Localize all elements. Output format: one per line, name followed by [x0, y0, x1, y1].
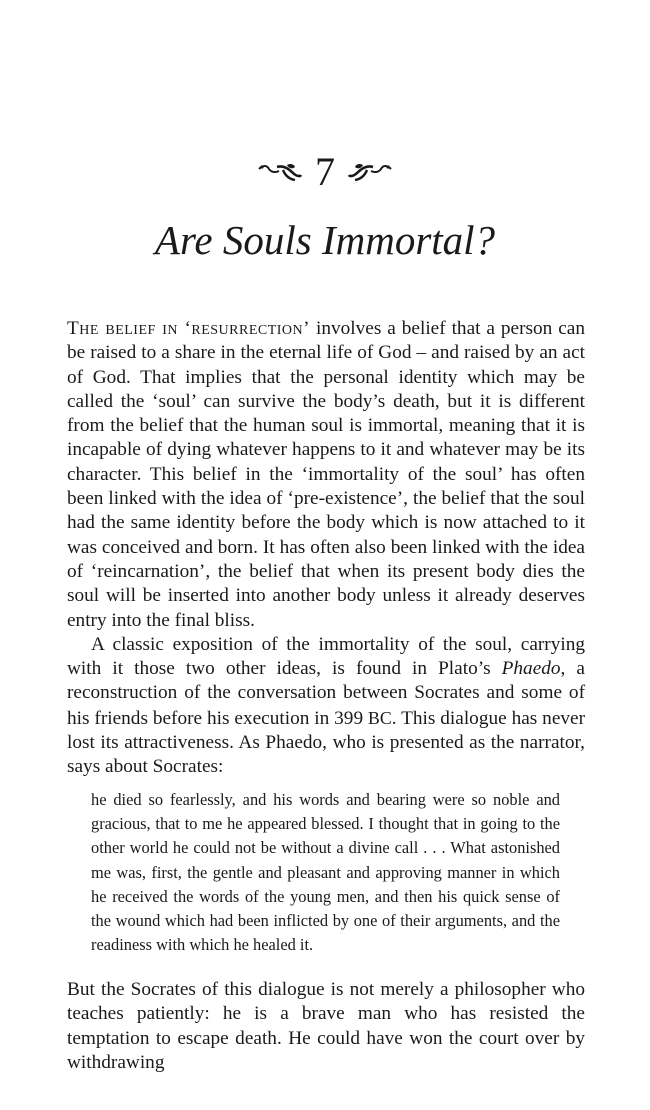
- floral-ornament-right-icon: [347, 161, 393, 183]
- body-text: [67, 317, 585, 780]
- chapter-number: 7: [315, 149, 335, 194]
- paragraph-2-text-a: A classic exposition of the immortality of the soul, carrying with it those two other ideas, is found in Plato’s: [67, 633, 585, 680]
- block-quote: [91, 788, 560, 957]
- paragraph-1: [67, 317, 585, 633]
- chapter-heading: [0, 149, 650, 194]
- paragraph-3: But the Socrates of this dialogue is not merely a philosopher who teaches patiently: he is a brave man who has resisted the temptation to escape death. He could have won the court over by withdrawing: [67, 979, 585, 1073]
- quote-text: he died so fearlessly, and his words and bearing were so noble and gracious, that to me he appeared blessed. I thought that in going to the other world he could not be without a divine call . . . What astonished me was, first, the gentle and pleasant and approving manner in which he received the words of the young men, and then his quick sense of the wound which had been inflicted by one of their arguments, and the readiness with which he healed it.: [91, 790, 560, 955]
- paragraph-1-text: involves a belief that a person can be raised to a share in the eternal life of God – and raised by an act of God. That implies that the personal identity which may be called the ‘soul’ can survive the body’s death, but it is different from the belief that the human soul is immortal, meaning that it is incapable of dying whatever happens to it and whatever may be its character. This belief in the ‘immortality of the soul’ has often been linked with the idea of ‘pre-existence’, the belief that the soul had the same identity before the body which is now attached to it was conceived and born. It has often also been linked with the idea of ‘reincarnation’, the belief that when its present body dies the soul will be inserted into another body unless it already deserves entry into the final bliss.: [67, 318, 585, 631]
- opening-smallcaps: The belief in ‘resurrection’: [67, 318, 311, 339]
- paragraph-2: [67, 633, 585, 780]
- chapter-title: Are Souls Immortal?: [154, 217, 496, 263]
- continuation-text: [67, 978, 585, 1075]
- era-abbr: BC: [368, 707, 392, 728]
- floral-ornament-left-icon: [257, 161, 303, 183]
- paragraph-2-text-b: , a reconstruction of the conversation between Socrates and some of his friends before his execution in 399: [67, 658, 585, 729]
- work-title: Phaedo: [501, 658, 561, 680]
- paragraph-2-text-c: . This dialogue has never lost its attractiveness. As Phaedo, who is presented as the narrator, says about Socrates:: [67, 707, 585, 778]
